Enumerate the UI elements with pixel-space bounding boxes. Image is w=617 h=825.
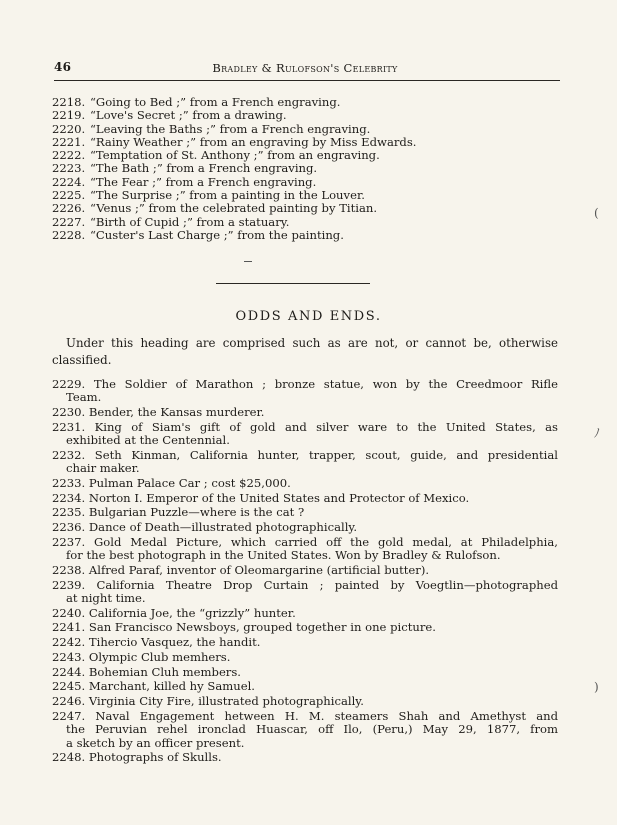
catalog-list-part2 <box>52 378 558 766</box>
list-item: 2242. Tihercio Vasquez, the handit. <box>52 635 261 650</box>
margin-bracket-mark: ) <box>594 680 599 694</box>
list-item: 2225. “The Surprise ;” from a painting in the Louver. <box>52 188 365 203</box>
list-item: 2220. “Leaving the Baths ;” from a French engraving. <box>52 121 371 136</box>
list-item: 2223. “The Bath ;” from a French engraving. <box>52 161 318 176</box>
section-divider <box>216 283 370 284</box>
list-item: 2219. “Love's Secret ;” from a drawing. <box>52 108 287 123</box>
list-item: 2239. California Theatre Drop Curtain ; painted by Voegtlin—photographed at night time. <box>52 577 558 606</box>
page-header <box>52 60 558 78</box>
section-title: ODDS AND ENDS. <box>235 309 382 324</box>
list-item: 2248. Photographs of Skulls. <box>52 750 222 765</box>
list-item: 2231. King of Siam's gift of gold and silver ware to the United States, as exhibited at the Centennial. <box>52 419 558 448</box>
list-item: 2229. The Soldier of Marathon ; bronze statue, won by the Creedmoor Rifle Team. <box>52 377 558 405</box>
running-title: Bradley & Rulofson's Celebrity <box>212 61 398 75</box>
section-intro: Under this heading are comprised such as are not, or cannot be, otherwise classified. <box>52 336 558 367</box>
list-item: 2232. Seth Kinman, California hunter, trapper, scout, guide, and presidential chair maker. <box>52 447 558 476</box>
list-item: 2238. Alfred Paraf, inventor of Oleomargarine (artificial butter). <box>52 562 430 577</box>
list-item: 2224. “The Fear ;” from a French engraving. <box>52 174 317 189</box>
list-item: 2240. California Joe, the “grizzly” hunter. <box>52 605 296 620</box>
margin-scribble-mark: ﾉ <box>594 426 601 440</box>
list-item: 2226. “Venus ;” from the celebrated painting by Titian. <box>52 201 378 216</box>
list-item: 2230. Bender, the Kansas murderer. <box>52 405 265 420</box>
list-item: 2236. Dance of Death—illustrated photographically. <box>52 520 358 535</box>
list-item: 2237. Gold Medal Picture, which carried off the gold medal, at Philadelphia, for the best photograph in the United States. Won by Bradley & Rulofson. <box>52 534 558 563</box>
page-number: 46 <box>54 60 72 74</box>
list-item: 2247. Naval Engagement hetween H. M. steamers Shah and Amethyst and the Peruvian rehel ironclad Huascar, off Ilo, (Peru,) May 29, 1877, from a sketch by an officer present. <box>52 708 558 750</box>
list-item: 2246. Virginia City Fire, illustrated photographically. <box>52 693 364 708</box>
tiny-dash <box>244 261 252 262</box>
margin-bracket-mark: ( <box>594 206 599 220</box>
list-item: 2241. San Francisco Newsboys, grouped together in one picture. <box>52 620 436 635</box>
list-item: 2245. Marchant, killed hy Samuel. <box>52 679 255 694</box>
list-item: 2221. “Rainy Weather ;” from an engraving by Miss Edwards. <box>52 134 417 149</box>
list-item: 2218. “Going to Bed ;” from a French engraving. <box>52 95 341 109</box>
list-item: 2227. “Birth of Cupid ;” from a statuary. <box>52 214 290 229</box>
list-item: 2235. Bulgarian Puzzle—where is the cat ? <box>52 505 305 520</box>
list-item: 2222. “Temptation of St. Anthony ;” from an engraving. <box>52 148 380 163</box>
list-item: 2243. Olympic Club memhers. <box>52 649 231 664</box>
catalog-list-part1 <box>52 96 562 242</box>
list-item: 2234. Norton I. Emperor of the United States and Protector of Mexico. <box>52 490 470 505</box>
list-item: 2244. Bohemian Cluh members. <box>52 664 241 679</box>
list-item: 2233. Pulman Palace Car ; cost $25,000. <box>52 476 291 491</box>
header-rule <box>54 80 560 81</box>
list-item: 2228. “Custer's Last Charge ;” from the painting. <box>52 227 344 242</box>
